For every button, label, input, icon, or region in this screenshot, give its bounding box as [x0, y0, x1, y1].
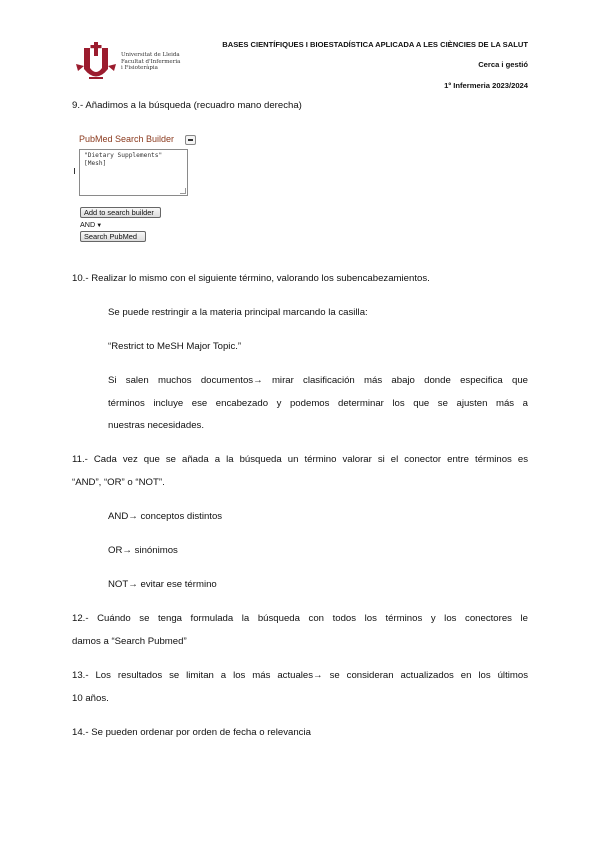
connector-or: OR→ sinónimos [108, 545, 178, 556]
step-13-line: 13.- Los resultados se limitan a los más actuales→ se consideran actualizados en los últimos [72, 670, 528, 681]
step-10-note-line: nuestras necesidades. [108, 420, 204, 431]
connector-not: NOT→ evitar ese término [108, 579, 217, 590]
step-13-line: 10 años. [72, 693, 109, 704]
university-logo [74, 40, 194, 82]
operator-value: AND [80, 220, 96, 229]
step-10-major-topic: “Restrict to MeSH Major Topic.” [108, 341, 242, 352]
academic-year: 1º Infermeria 2023/2024 [444, 81, 528, 90]
query-line: "Dietary Supplements" [84, 152, 163, 159]
query-line: [Mesh] [84, 160, 107, 167]
step-14: 14.- Se pueden ordenar por orden de fecha o relevancia [72, 727, 311, 738]
resize-handle-icon[interactable] [180, 188, 186, 194]
step-9: 9.- Añadimos a la búsqueda (recuadro mano derecha) [72, 100, 302, 111]
margin-mark [74, 168, 75, 174]
section-title: Cerca i gestió [478, 60, 528, 69]
step-11-line: “AND”, “OR” o “NOT”. [72, 477, 165, 488]
step-11-line: 11.- Cada vez que se añada a la búsqueda un término valorar si el conector entre términos es [72, 454, 528, 465]
add-to-search-builder-button[interactable]: Add to search builder [80, 207, 161, 218]
boolean-operator-select[interactable] [80, 220, 102, 230]
step-10: 10.- Realizar lo mismo con el siguiente término, valorando los subencabezamientos. [72, 273, 430, 284]
step-12-line: damos a “Search Pubmed” [72, 636, 187, 647]
university-logo-text: Universitat de Lleida Facultat d'Infermeria i Fisioteràpia [121, 52, 181, 71]
collapse-icon[interactable] [185, 135, 196, 145]
university-crest-icon [74, 40, 118, 82]
pubmed-search-builder-title: PubMed Search Builder [79, 134, 175, 144]
course-title: BASES CIENTÍFIQUES I BIOESTADÍSTICA APLICADA A LES CIÈNCIES DE LA SALUT [222, 40, 528, 49]
search-builder-textarea[interactable] [79, 149, 188, 196]
step-10-note-line: términos incluye ese encabezado y podemos determinar los que se ajusten más a [108, 398, 528, 409]
step-10-restrict: Se puede restringir a la materia principal marcando la casilla: [108, 307, 368, 318]
step-12-line: 12.- Cuándo se tenga formulada la búsqueda con todos los términos y los conectores le [72, 613, 528, 624]
search-pubmed-button[interactable]: Search PubMed [80, 231, 146, 242]
chevron-down-icon: ▼ [96, 223, 103, 229]
step-10-note-line: Si salen muchos documentos→ mirar clasificación más abajo donde especifica que [108, 375, 528, 386]
connector-and: AND→ conceptos distintos [108, 511, 223, 522]
